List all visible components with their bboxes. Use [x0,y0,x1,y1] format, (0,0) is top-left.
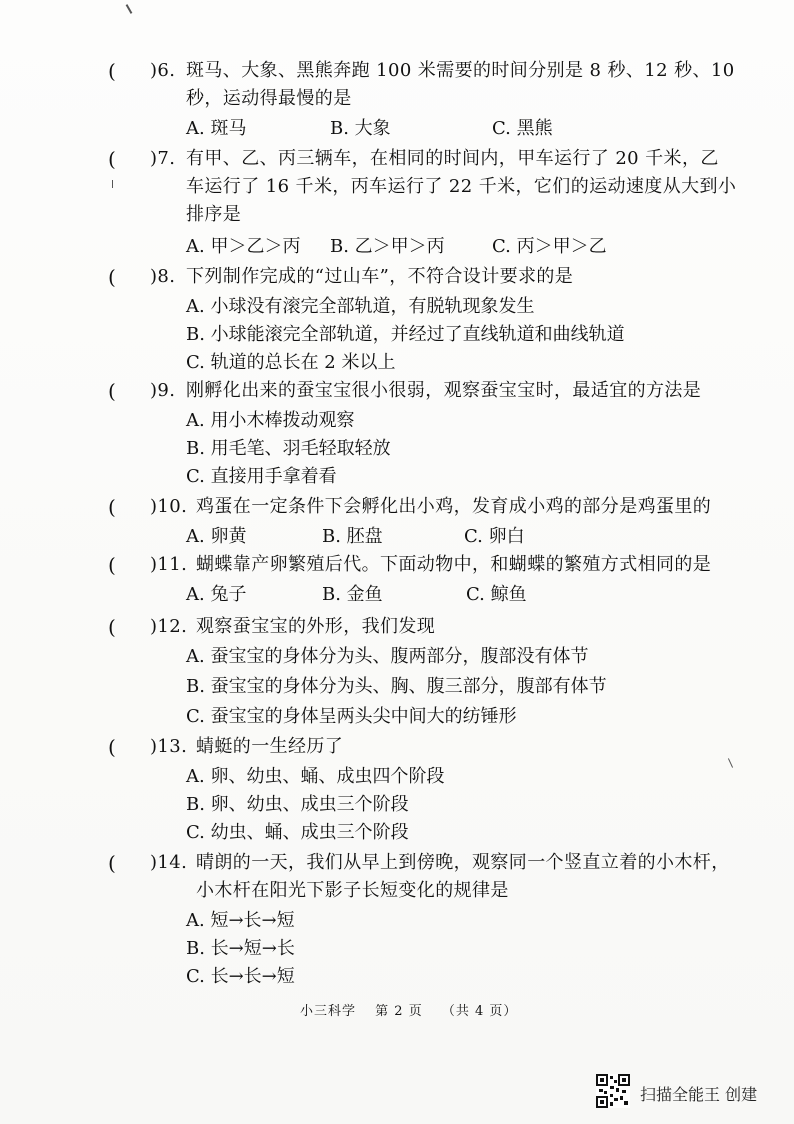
question-text: 刚孵化出来的蚕宝宝很小很弱，观察蚕宝宝时，最适宜的方法是 [186,380,702,401]
question-number: )6. [150,60,176,81]
question-number: )7. [150,148,176,169]
question-number: )14. [150,852,188,873]
answer-paren: ( [108,147,117,171]
option-b: B. 金鱼 [322,584,383,605]
scan-speck [112,180,113,188]
option-c: C. 长→长→短 [186,966,295,987]
option-b: B. 蚕宝宝的身体分为头、胸、腹三部分，腹部有体节 [186,676,607,697]
option-b: B. 胚盘 [322,526,383,547]
option-a: A. 甲＞乙＞丙 [186,236,301,257]
option-a: A. 蚕宝宝的身体分为头、腹两部分，腹部没有体节 [186,646,589,667]
answer-paren: ( [108,379,117,403]
option-a: A. 兔子 [186,584,247,605]
question-text: 车运行了 16 千米，丙车运行了 22 千米，它们的运动速度从大到小 [186,176,737,197]
option-c: C. 黑熊 [492,118,553,139]
option-a: A. 小球没有滚完全部轨道，有脱轨现象发生 [186,296,535,317]
question-number: )11. [150,554,188,575]
footer-page: 第 2 页 [375,1004,423,1019]
question-number: )10. [150,496,188,517]
page-footer [300,1000,531,1019]
footer-total: （共 4 页） [441,1004,518,1019]
question-text: 晴朗的一天，我们从早上到傍晚，观察同一个竖直立着的小木杆， [196,852,730,873]
question-text: 下列制作完成的“过山车”，不符合设计要求的是 [186,266,574,287]
option-c: C. 卵白 [464,526,525,547]
option-a: A. 斑马 [186,118,247,139]
option-c: C. 丙＞甲＞乙 [492,236,607,257]
question-text: 蜻蜓的一生经历了 [196,736,344,757]
question-text: 斑马、大象、黑熊奔跑 100 米需要的时间分别是 8 秒、12 秒、10 [186,60,735,81]
question-text: 鸡蛋在一定条件下会孵化出小鸡，发育成小鸡的部分是鸡蛋里的 [196,496,712,517]
option-b: B. 长→短→长 [186,938,295,959]
option-b: B. 小球能滚完全部轨道，并经过了直线轨道和曲线轨道 [186,324,625,345]
question-number: )9. [150,380,176,401]
option-c: C. 幼虫、蛹、成虫三个阶段 [186,822,409,843]
option-b: B. 大象 [330,118,391,139]
option-a: A. 卵黄 [186,526,247,547]
qr-code-icon [596,1074,630,1108]
option-c: C. 直接用手拿着看 [186,466,337,487]
question-text: 小木杆在阳光下影子长短变化的规律是 [196,880,509,901]
option-b: B. 用毛笔、羽毛轻取轻放 [186,438,391,459]
scan-speck [728,758,733,767]
question-text: 排序是 [186,204,242,225]
scanner-watermark: 扫描全能王 创建 [640,1085,758,1104]
option-c: C. 鲸鱼 [466,584,527,605]
question-number: )12. [150,616,188,637]
question-text: 秒，运动得最慢的是 [186,88,352,109]
option-c: C. 蚕宝宝的身体呈两头尖中间大的纺锤形 [186,706,517,727]
option-c: C. 轨道的总长在 2 米以上 [186,352,396,373]
option-b: B. 乙＞甲＞丙 [330,236,445,257]
answer-paren: ( [108,553,117,577]
footer-subject: 小三科学 [300,1004,357,1019]
question-text: 蝴蝶靠产卵繁殖后代。下面动物中，和蝴蝶的繁殖方式相同的是 [196,554,712,575]
answer-paren: ( [108,851,117,875]
answer-paren: ( [108,735,117,759]
option-a: A. 短→长→短 [186,910,295,931]
question-text: 观察蚕宝宝的外形，我们发现 [196,616,436,637]
option-a: A. 用小木棒拨动观察 [186,410,355,431]
option-b: B. 卵、幼虫、成虫三个阶段 [186,794,409,815]
scan-speck [126,4,133,14]
answer-paren: ( [108,495,117,519]
question-number: )8. [150,266,176,287]
option-a: A. 卵、幼虫、蛹、成虫四个阶段 [186,766,445,787]
question-text: 有甲、乙、丙三辆车，在相同的时间内，甲车运行了 20 千米，乙 [186,148,719,169]
question-number: )13. [150,736,188,757]
answer-paren: ( [108,615,117,639]
answer-paren: ( [108,59,117,83]
answer-paren: ( [108,265,117,289]
